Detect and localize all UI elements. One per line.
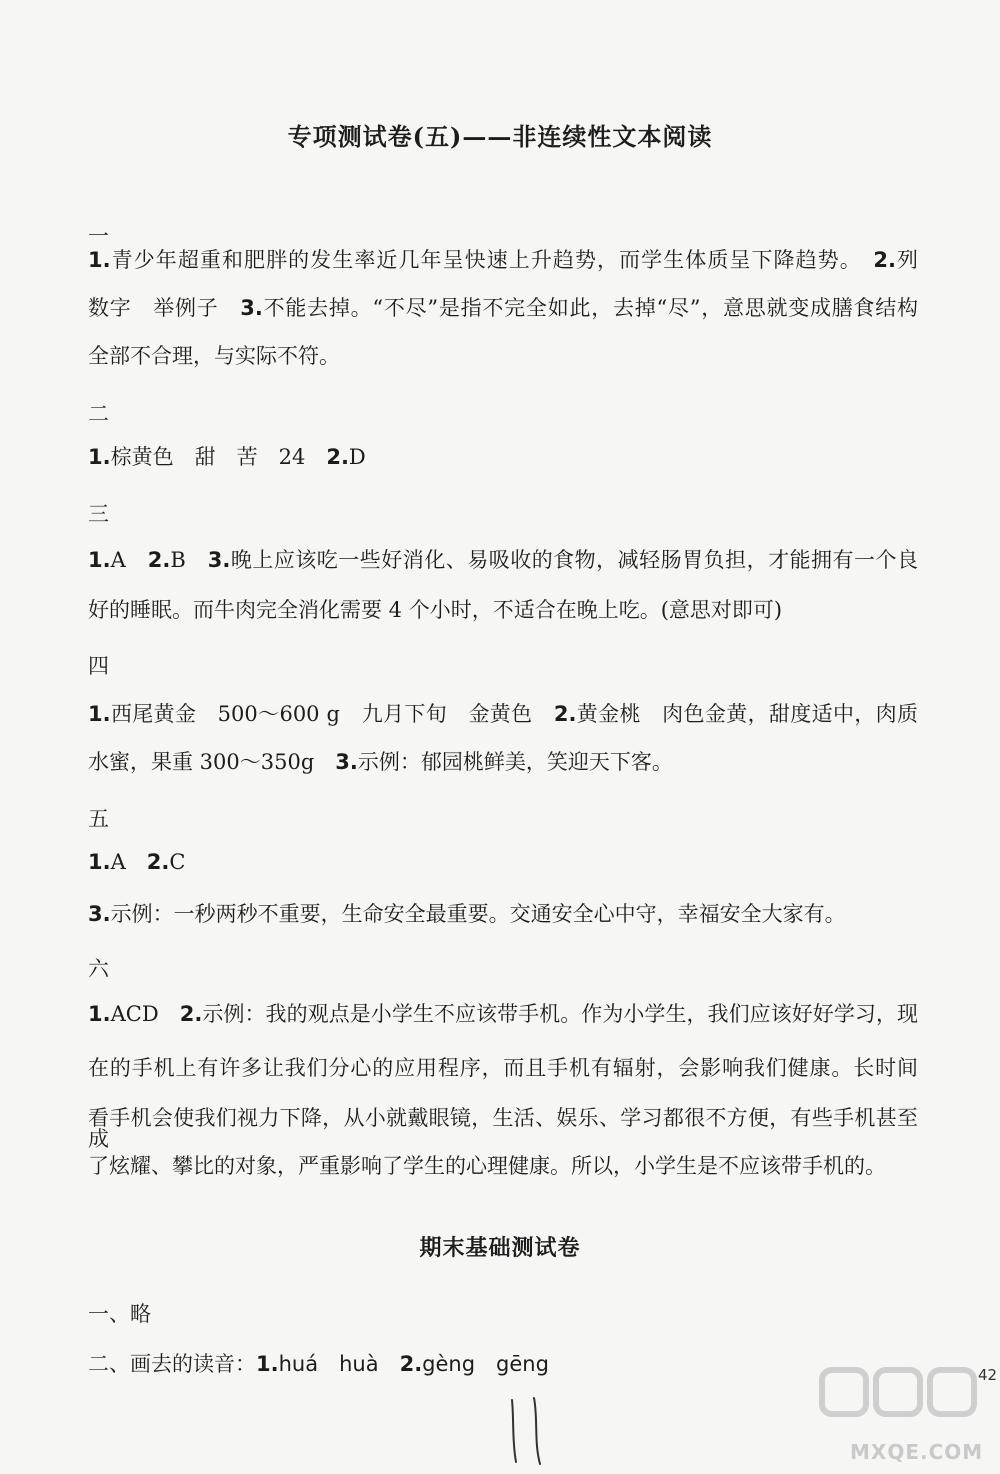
section-four-line-2 [88,752,918,773]
q-number: 1. [256,1352,279,1376]
q-number: 2. [399,1352,423,1376]
section-title-special-test-5: 专项测试卷(五)——非连续性文本阅读 [287,122,713,151]
q-number: 1. [88,1002,111,1026]
q-number: 2. [553,702,577,726]
section-six-line-4: 了炫耀、攀比的对象，严重影响了学生的心理健康。所以，小学生是不应该带手机的。 [88,1154,886,1178]
q-number: 2. [326,445,349,469]
answer-text: 二、画去的读音： [88,1352,256,1376]
answer-text: 示例：我的观点是小学生不应该带手机。作为小学生，我们应该好好学习，现 [202,1002,918,1026]
answer-text: 黄金桃 肉色金黄，甜度适中，肉质 [576,702,918,726]
q-number: 1. [88,850,111,874]
q-number: 3. [335,750,358,774]
section-two-heading: 二 [88,402,109,426]
final-item-two [88,1354,918,1375]
section-one-line-3: 全部不合理，与实际不符。 [88,344,340,368]
answer-text: 示例：一秒两秒不重要，生命安全最重要。交通安全心中守，幸福安全大家有。 [110,902,846,926]
answer-text: 示例：郁园桃鲜美，笑迎天下客。 [357,750,673,774]
pinyin-text: gèng gēng [422,1352,549,1376]
answer-text: 不能去掉。“不尽”是指不完全如此，去掉“尽”，意思就变成膳食结构 [262,296,918,320]
section-five-line-2 [88,904,918,925]
section-four-heading: 四 [88,654,109,678]
pinyin-text: huá huà [278,1352,400,1376]
section-title-final-test: 期末基础测试卷 [419,1235,581,1261]
section-six-line-3: 看手机会使我们视力下降，从小就戴眼镜，生活、娱乐、学习都很不方便，有些手机甚至成 [88,1106,918,1151]
section-five-heading: 五 [88,807,109,831]
q-number: 3. [88,902,111,926]
section-five-line-1 [88,852,918,873]
q-number: 1. [88,702,111,726]
section-four-line-1 [88,704,918,725]
answer-text: 晚上应该吃一些好消化、易吸收的食物，减轻肠胃负担，才能拥有一个良 [230,548,919,572]
handwritten-mark-icon [498,1396,558,1466]
q-number: 1. [88,548,111,572]
section-three-line-1 [88,550,918,571]
q-number: 2. [147,548,171,572]
final-item-one: 一、略 [88,1302,151,1326]
q-number: 3. [240,296,263,320]
answer-text: 数字 举例子 [88,296,241,320]
answer-text: B [170,548,208,572]
section-three-line-2: 好的睡眠。而牛肉完全消化需要 4 个小时，不适合在晚上吃。(意思对即可) [88,598,783,622]
answer-text: A [110,548,148,572]
answer-text: 西尾黄金 500～600 g 九月下旬 金黄色 [110,702,554,726]
answer-text: D [348,445,366,469]
q-number: 3. [207,548,231,572]
page-number: 42 [978,1366,998,1384]
section-one-heading: 一 [88,224,109,248]
section-one-line-2 [88,298,918,319]
q-number: 2. [179,1002,203,1026]
section-three-heading: 三 [88,502,109,526]
answer-text: C [169,850,186,874]
watermark-text: MXQE.COM [850,1440,984,1464]
answer-text: ACD [110,1002,180,1026]
section-six-line-1 [88,1004,918,1025]
q-number: 2. [146,850,170,874]
q-number: 2. [873,248,896,272]
answer-text: 水蜜，果重 300～350g [88,750,336,774]
q-number: 1. [88,248,111,272]
section-one-line-1 [88,250,918,271]
answer-text: 棕黄色 甜 苦 24 [110,445,327,469]
section-two-line-1 [88,447,918,468]
answer-text: 青少年超重和肥胖的发生率近几年呈快速上升趋势，而学生体质呈下降趋势。 [110,248,852,272]
section-six-line-2: 在的手机上有许多让我们分心的应用程序，而且手机有辐射，会影响我们健康。长时间 [88,1056,918,1080]
answer-text: 列 [895,248,918,272]
answer-text: A [110,850,147,874]
section-six-heading: 六 [88,957,109,981]
q-number: 1. [88,445,111,469]
